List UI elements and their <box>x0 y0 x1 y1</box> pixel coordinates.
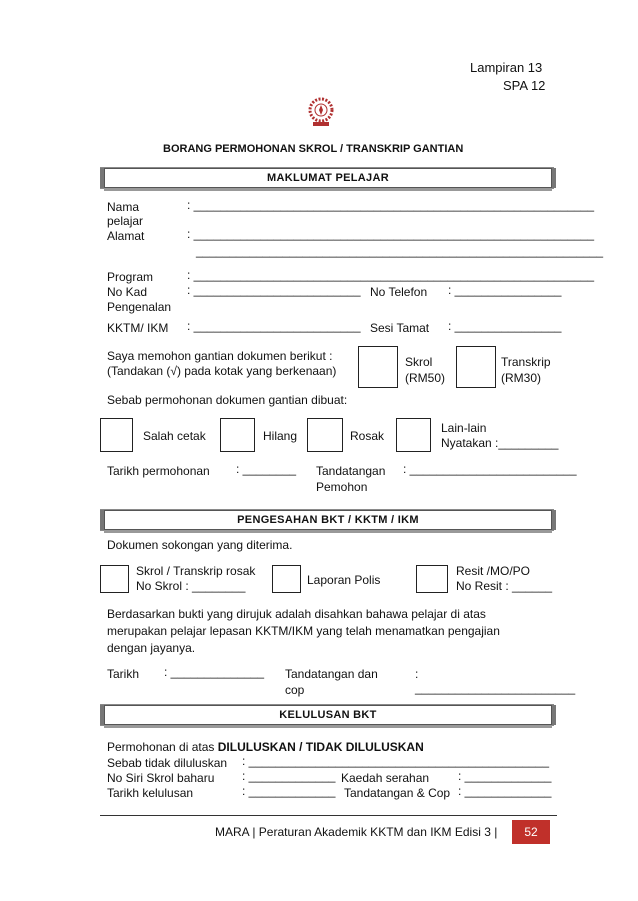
page-number: 52 <box>512 820 550 844</box>
pengenalan-label: Pengenalan <box>107 300 172 314</box>
alamat-label: Alamat <box>107 229 145 243</box>
program-label: Program <box>107 270 154 284</box>
lain-lain-label: Lain-lain <box>441 421 487 435</box>
section-pengesahan: PENGESAHAN BKT / KKTM / IKM <box>104 510 552 530</box>
nosiri-field[interactable]: : _____________ <box>242 769 336 783</box>
tarikh-field[interactable]: : ______________ <box>164 665 265 679</box>
no-skrol-field[interactable]: No Skrol : ________ <box>136 579 246 593</box>
section-maklumat-pelajar: MAKLUMAT PELAJAR <box>104 168 552 188</box>
cop-label: cop <box>285 683 305 697</box>
pelajar-label: pelajar <box>107 214 144 228</box>
verification-para-3: dengan jayanya. <box>107 641 196 655</box>
tarikh-permohonan-field[interactable]: : ________ <box>236 462 297 476</box>
skrol-code: (RM50) <box>405 371 446 385</box>
pemohon-label: Pemohon <box>316 480 368 494</box>
hilang-checkbox[interactable] <box>220 418 255 452</box>
nosiri-label: No Siri Skrol baharu <box>107 771 215 785</box>
tandatangan-label: Tandatangan <box>316 464 386 478</box>
laporan-polis-checkbox[interactable] <box>272 565 301 593</box>
alamat-field-1[interactable]: : ____________________________________________________________ <box>187 227 595 241</box>
salah-cetak-checkbox[interactable] <box>100 418 133 452</box>
sebab-field[interactable]: : _____________________________________________ <box>242 754 549 768</box>
nyatakan-field[interactable]: Nyatakan :_________ <box>441 436 559 450</box>
tandatangan-cop-label: Tandatangan & Cop <box>344 786 451 800</box>
sebab-label: Sebab tidak diluluskan <box>107 756 228 770</box>
decision-options: DILULUSKAN / TIDAK DILULUSKAN <box>217 740 424 754</box>
hilang-label: Hilang <box>263 429 298 443</box>
section-kelulusan: KELULUSAN BKT <box>104 705 552 725</box>
nama-field[interactable]: : ____________________________________________________________ <box>187 198 595 212</box>
verification-para-2: merupakan pelajar lepasan KKTM/IKM yang telah menamatkan pengajian <box>107 624 500 638</box>
form-title: BORANG PERMOHONAN SKROL / TRANSKRIP GANTIAN <box>163 143 464 155</box>
skrol-label: Skrol <box>405 355 433 369</box>
lain-lain-checkbox[interactable] <box>396 418 431 452</box>
request-line-1: Saya memohon gantian dokumen berikut : <box>107 349 333 363</box>
tarikh-label: Tarikh <box>107 667 140 681</box>
footer-divider <box>100 815 557 816</box>
telefon-label: No Telefon <box>370 285 428 299</box>
kktm-label: KKTM/ IKM <box>107 321 169 335</box>
rosak-label: Rosak <box>350 429 385 443</box>
resit-checkbox[interactable] <box>416 565 448 593</box>
spa-label: SPA 12 <box>503 78 546 93</box>
cop-colon: : <box>415 667 419 681</box>
nama-label: Nama <box>107 200 140 214</box>
tarikh-kelulusan-label: Tarikh kelulusan <box>107 786 194 800</box>
footer-text: MARA | Peraturan Akademik KKTM dan IKM Edisi 3 | <box>215 825 498 839</box>
skrol-transkrip-label: Skrol / Transkrip rosak <box>136 564 256 578</box>
cop-field[interactable]: ________________________ <box>415 681 576 695</box>
permohonan-decision <box>107 740 424 754</box>
request-line-2: (Tandakan (√) pada kotak yang berkenaan) <box>107 364 337 378</box>
resit-label: Resit /MO/PO <box>456 564 531 578</box>
tandatangan-dan-label: Tandatangan dan <box>285 667 378 681</box>
alamat-field-2[interactable]: _____________________________________________________________ <box>196 244 604 258</box>
kaedah-label: Kaedah serahan <box>341 771 430 785</box>
laporan-polis-label: Laporan Polis <box>307 573 381 587</box>
mara-logo <box>304 95 338 129</box>
skrol-checkbox[interactable] <box>358 346 398 388</box>
tarikh-permohonan-label: Tarikh permohonan <box>107 464 210 478</box>
reason-title: Sebab permohonan dokumen gantian dibuat: <box>107 393 348 407</box>
kktm-field[interactable]: : _________________________ <box>187 319 361 333</box>
lampiran-label: Lampiran 13 <box>470 60 543 75</box>
no-resit-field[interactable]: No Resit : ______ <box>456 579 553 593</box>
sesi-label: Sesi Tamat <box>370 321 430 335</box>
rosak-checkbox[interactable] <box>307 418 343 452</box>
permohonan-prefix: Permohonan di atas <box>107 740 215 754</box>
tandatangan-cop-field[interactable]: : _____________ <box>458 784 552 798</box>
nokad-label: No Kad <box>107 285 148 299</box>
transkrip-code: (RM30) <box>501 371 542 385</box>
tandatangan-field[interactable]: : _________________________ <box>403 462 577 476</box>
program-field[interactable]: : ____________________________________________________________ <box>187 268 595 282</box>
dokumen-sokongan-label: Dokumen sokongan yang diterima. <box>107 538 293 552</box>
transkrip-label: Transkrip <box>501 355 551 369</box>
tarikh-kelulusan-field[interactable]: : _____________ <box>242 784 336 798</box>
nokad-field[interactable]: : _________________________ <box>187 283 361 297</box>
skrol-rosak-checkbox[interactable] <box>100 565 129 593</box>
verification-para-1: Berdasarkan bukti yang dirujuk adalah disahkan bahawa pelajar di atas <box>107 607 486 621</box>
salah-cetak-label: Salah cetak <box>143 429 206 443</box>
kaedah-field[interactable]: : _____________ <box>458 769 552 783</box>
telefon-field[interactable]: : ________________ <box>448 283 562 297</box>
transkrip-checkbox[interactable] <box>456 346 496 388</box>
sesi-field[interactable]: : ________________ <box>448 319 562 333</box>
